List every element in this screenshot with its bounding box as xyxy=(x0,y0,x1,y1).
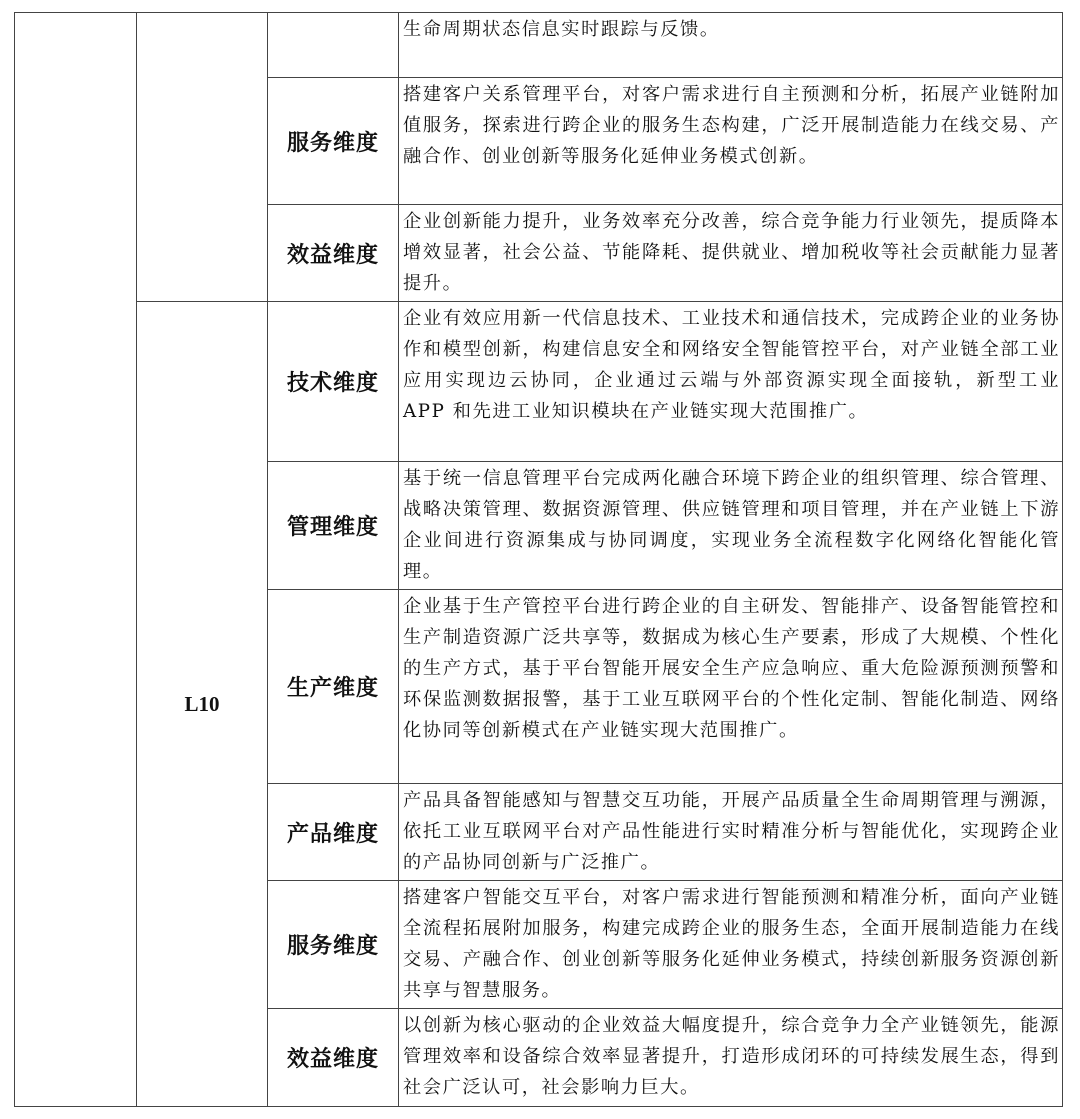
category-cell xyxy=(15,13,137,1107)
table-row xyxy=(15,13,1063,78)
description-text: 企业创新能力提升，业务效率充分改善，综合竞争能力行业领先，提质降本增效显著，社会公益、节能降耗、提供就业、增加税收等社会贡献能力显著提升。 xyxy=(403,211,1060,294)
description-text: 搭建客户智能交互平台，对客户需求进行智能预测和精准分析，面向产业链全流程拓展附加服务，构建完成跨企业的服务生态，全面开展制造能力在线交易、产融合作、创业创新等服务化延伸业务模式，持续创新服务资源创新共享与智慧服务。 xyxy=(403,887,1060,1001)
description-cell xyxy=(399,590,1063,784)
description-text: 基于统一信息管理平台完成两化融合环境下跨企业的组织管理、综合管理、战略决策管理、数据资源管理、供应链管理和项目管理，并在产业链上下游企业间进行资源集成与协同调度，实现业务全流程数字化网络化智能化管理。 xyxy=(403,468,1060,582)
dimension-cell: 产品维度 xyxy=(268,784,399,881)
table-row xyxy=(15,302,1063,462)
description-text: 以创新为核心驱动的企业效益大幅度提升，综合竞争力全产业链领先，能源管理效率和设备综合效率显著提升，打造形成闭环的可持续发展生态，得到社会广泛认可，社会影响力巨大。 xyxy=(403,1015,1060,1098)
dimension-cell: 服务维度 xyxy=(268,78,399,205)
description-cell xyxy=(399,462,1063,590)
description-cell xyxy=(399,302,1063,462)
description-text: 企业基于生产管控平台进行跨企业的自主研发、智能排产、设备智能管控和生产制造资源广泛共享等，数据成为核心生产要素，形成了大规模、个性化的生产方式，基于平台智能开展安全生产应急响应、重大危险源预测预警和环保监测数据报警，基于工业互联网平台的个性化定制、智能化制造、网络化协同等创新模式在产业链实现大范围推广。 xyxy=(403,596,1060,741)
description-text: 搭建客户关系管理平台，对客户需求进行自主预测和分析，拓展产业链附加值服务，探索进行跨企业的服务生态构建，广泛开展制造能力在线交易、产融合作、创业创新等服务化延伸业务模式创新。 xyxy=(403,84,1060,167)
description-text: 生命周期状态信息实时跟踪与反馈。 xyxy=(403,19,720,40)
level-label-cell: L10 xyxy=(137,302,268,1107)
previous-level-cell xyxy=(137,13,268,302)
dimension-cell xyxy=(268,13,399,78)
description-text: 产品具备智能感知与智慧交互功能，开展产品质量全生命周期管理与溯源，依托工业互联网平台对产品性能进行实时精准分析与智能优化，实现跨企业的产品协同创新与广泛推广。 xyxy=(403,790,1060,873)
dimension-cell: 服务维度 xyxy=(268,881,399,1009)
dimension-cell: 生产维度 xyxy=(268,590,399,784)
description-cell xyxy=(399,205,1063,302)
maturity-level-table xyxy=(14,12,1063,1107)
dimension-cell: 效益维度 xyxy=(268,1009,399,1107)
description-cell xyxy=(399,784,1063,881)
description-cell xyxy=(399,78,1063,205)
dimension-cell: 管理维度 xyxy=(268,462,399,590)
dimension-cell: 技术维度 xyxy=(268,302,399,462)
description-cell xyxy=(399,881,1063,1009)
description-cell xyxy=(399,1009,1063,1107)
description-cell xyxy=(399,13,1063,78)
dimension-cell: 效益维度 xyxy=(268,205,399,302)
description-text: 企业有效应用新一代信息技术、工业技术和通信技术，完成跨企业的业务协作和模型创新，构建信息安全和网络安全智能管控平台，对产业链全部工业应用实现边云协同，企业通过云端与外部资源实现全面接轨，新型工业 APP 和先进工业知识模块在产业链实现大范围推广。 xyxy=(403,308,1060,422)
